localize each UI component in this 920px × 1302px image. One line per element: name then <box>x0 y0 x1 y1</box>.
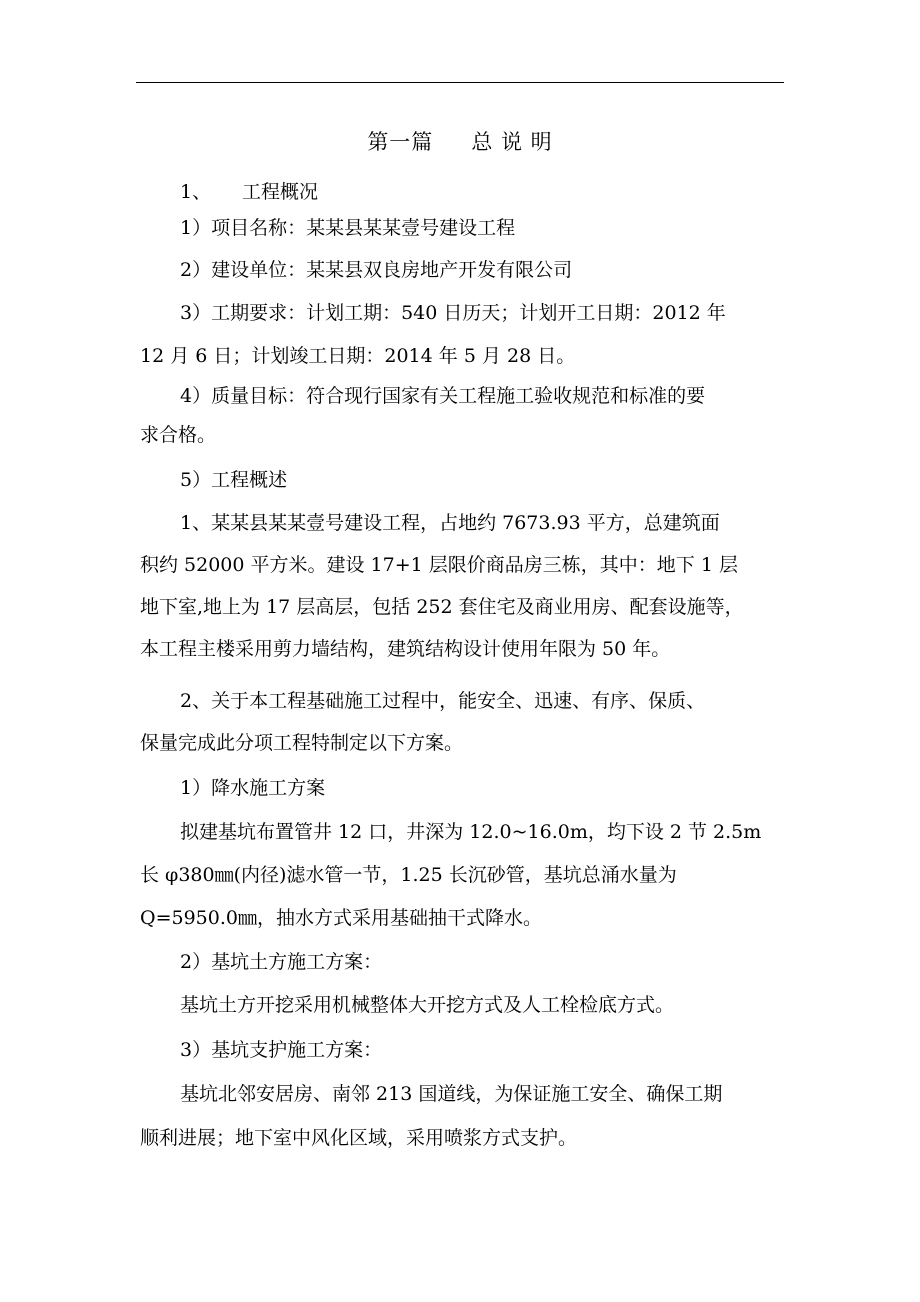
title-name: 总 说 明 <box>471 130 553 154</box>
overview-para1-line2: 积约 52000 平方米。建设 17+1 层限价商品房三栋，其中：地下 1 层 <box>140 554 738 576</box>
item-quality-line1: 4）质量目标：符合现行国家有关工程施工验收规范和标准的要 <box>180 385 706 407</box>
plan-dewatering-line2: 长 φ380㎜(内径)滤水管一节，1.25 长沉砂管，基坑总涌水量为 <box>140 864 677 886</box>
overview-para1-line1: 1、某某县某某壹号建设工程，占地约 7673.93 平方，总建筑面 <box>180 512 720 534</box>
overview-para2-line2: 保量完成此分项工程特制定以下方案。 <box>140 732 464 754</box>
plan-dewatering-line3: Q=5950.0㎜，抽水方式采用基础抽干式降水。 <box>140 907 542 929</box>
title-part: 第一篇 <box>367 130 434 154</box>
section-label: 工程概况 <box>242 181 319 203</box>
plan-support-line1: 基坑北邻安居房、南邻 213 国道线，为保证施工安全、确保工期 <box>180 1083 723 1105</box>
plan-dewatering-line1: 拟建基坑布置管井 12 口，井深为 12.0~16.0m，均下设 2 节 2.5m <box>180 821 762 843</box>
item-schedule-line1: 3）工期要求：计划工期：540 日历天；计划开工日期：2012 年 <box>180 302 726 324</box>
plan-earthwork-line1: 基坑土方开挖采用机械整体大开挖方式及人工栓检底方式。 <box>180 994 675 1016</box>
plan-support-line2: 顺利进展；地下室中风化区域，采用喷浆方式支护。 <box>140 1127 578 1149</box>
plan-earthwork-heading: 2）基坑土方施工方案： <box>180 951 383 973</box>
plan-support-heading: 3）基坑支护施工方案： <box>180 1039 383 1061</box>
overview-para1-line3: 地下室,地上为 17 层高层，包括 252 套住宅及商业用房、配套设施等， <box>140 596 744 618</box>
item-schedule-line2: 12 月 6 日；计划竣工日期：2014 年 5 月 28 日。 <box>140 345 576 367</box>
overview-para2-line1: 2、关于本工程基础施工过程中，能安全、迅速、有序、保质、 <box>180 690 706 712</box>
header-rule <box>136 82 784 83</box>
overview-para1-line4: 本工程主楼采用剪力墙结构，建筑结构设计使用年限为 50 年。 <box>140 638 671 660</box>
item-quality-line2: 求合格。 <box>140 424 217 446</box>
item-overview-heading: 5）工程概述 <box>180 469 288 491</box>
item-project-name: 1）项目名称：某某县某某壹号建设工程 <box>180 217 516 239</box>
page-title <box>0 127 920 157</box>
section-heading <box>180 177 830 207</box>
item-builder: 2）建设单位：某某县双良房地产开发有限公司 <box>180 259 573 281</box>
plan-dewatering-heading: 1）降水施工方案 <box>180 777 326 799</box>
section-number: 1、 <box>180 181 212 203</box>
